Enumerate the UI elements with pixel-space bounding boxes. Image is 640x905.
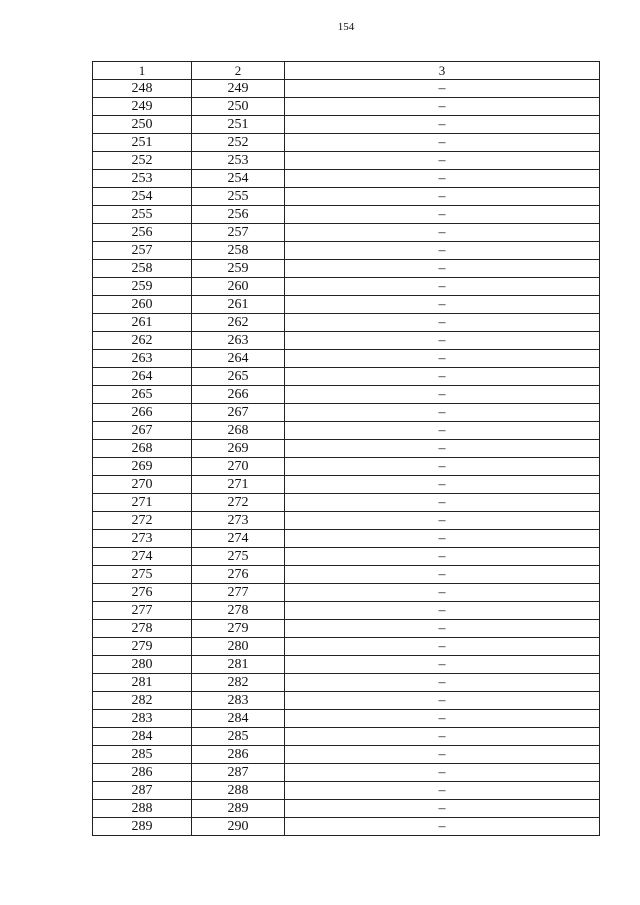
table-cell-col-1: 265: [93, 386, 192, 404]
table-row: [93, 458, 600, 476]
table-row: [93, 512, 600, 530]
table-row: [93, 602, 600, 620]
table-cell-col-1: 275: [93, 566, 192, 584]
table-row: [93, 584, 600, 602]
table-cell-col-2: 265: [192, 368, 285, 386]
table-cell-col-3: –: [285, 368, 600, 386]
table-cell-col-3: –: [285, 476, 600, 494]
table-cell-col-3: –: [285, 728, 600, 746]
table-cell-col-3: –: [285, 530, 600, 548]
table-cell-col-2: 283: [192, 692, 285, 710]
column-header-2: 2: [192, 62, 285, 80]
table-row: [93, 548, 600, 566]
table-row: [93, 764, 600, 782]
table-cell-col-3: –: [285, 224, 600, 242]
table-cell-col-2: 266: [192, 386, 285, 404]
table-cell-col-3: –: [285, 566, 600, 584]
table-row: [93, 476, 600, 494]
data-table: [92, 61, 600, 836]
table-cell-col-2: 280: [192, 638, 285, 656]
table-cell-col-1: 258: [93, 260, 192, 278]
table-cell-col-1: 252: [93, 152, 192, 170]
table-cell-col-1: 266: [93, 404, 192, 422]
table-cell-col-3: –: [285, 260, 600, 278]
table-cell-col-2: 282: [192, 674, 285, 692]
table-row: [93, 80, 600, 98]
table-row: [93, 656, 600, 674]
table-cell-col-1: 254: [93, 188, 192, 206]
table-row: [93, 710, 600, 728]
table-cell-col-1: 260: [93, 296, 192, 314]
column-header-1: 1: [93, 62, 192, 80]
table-cell-col-1: 263: [93, 350, 192, 368]
table-cell-col-3: –: [285, 278, 600, 296]
table-cell-col-1: 253: [93, 170, 192, 188]
table-cell-col-2: 252: [192, 134, 285, 152]
table-row: [93, 638, 600, 656]
table-cell-col-3: –: [285, 620, 600, 638]
table-row: [93, 620, 600, 638]
table-cell-col-2: 290: [192, 818, 285, 836]
table-cell-col-2: 274: [192, 530, 285, 548]
table-cell-col-2: 289: [192, 800, 285, 818]
column-header-3: 3: [285, 62, 600, 80]
table-cell-col-3: –: [285, 548, 600, 566]
table-cell-col-2: 264: [192, 350, 285, 368]
table-cell-col-1: 288: [93, 800, 192, 818]
table-cell-col-2: 275: [192, 548, 285, 566]
table-cell-col-1: 259: [93, 278, 192, 296]
table-cell-col-3: –: [285, 134, 600, 152]
table-row: [93, 296, 600, 314]
table-cell-col-3: –: [285, 602, 600, 620]
table-cell-col-1: 248: [93, 80, 192, 98]
table-cell-col-1: 249: [93, 98, 192, 116]
table-row: [93, 674, 600, 692]
table-cell-col-3: –: [285, 746, 600, 764]
table-cell-col-1: 276: [93, 584, 192, 602]
table-cell-col-2: 277: [192, 584, 285, 602]
table-row: [93, 440, 600, 458]
table-cell-col-3: –: [285, 116, 600, 134]
table-cell-col-1: 280: [93, 656, 192, 674]
table-cell-col-3: –: [285, 440, 600, 458]
table-cell-col-1: 257: [93, 242, 192, 260]
table-cell-col-3: –: [285, 818, 600, 836]
table-cell-col-2: 250: [192, 98, 285, 116]
table-cell-col-3: –: [285, 404, 600, 422]
table-cell-col-2: 271: [192, 476, 285, 494]
table-cell-col-3: –: [285, 512, 600, 530]
table-cell-col-2: 251: [192, 116, 285, 134]
table-cell-col-1: 267: [93, 422, 192, 440]
table-cell-col-1: 270: [93, 476, 192, 494]
table-cell-col-1: 287: [93, 782, 192, 800]
table-cell-col-1: 256: [93, 224, 192, 242]
table-row: [93, 386, 600, 404]
table-row: [93, 134, 600, 152]
table-header: [93, 62, 600, 80]
table-cell-col-3: –: [285, 494, 600, 512]
table-row: [93, 224, 600, 242]
table-cell-col-2: 257: [192, 224, 285, 242]
table-cell-col-2: 267: [192, 404, 285, 422]
table-cell-col-3: –: [285, 584, 600, 602]
table-row: [93, 800, 600, 818]
table-row: [93, 368, 600, 386]
table-cell-col-2: 259: [192, 260, 285, 278]
table-cell-col-2: 268: [192, 422, 285, 440]
table-cell-col-3: –: [285, 242, 600, 260]
table-cell-col-2: 260: [192, 278, 285, 296]
table-cell-col-1: 278: [93, 620, 192, 638]
table-cell-col-3: –: [285, 314, 600, 332]
table-cell-col-3: –: [285, 296, 600, 314]
table-cell-col-3: –: [285, 692, 600, 710]
table-cell-col-3: –: [285, 674, 600, 692]
table-row: [93, 278, 600, 296]
table-row: [93, 728, 600, 746]
table-row: [93, 692, 600, 710]
table-cell-col-3: –: [285, 386, 600, 404]
table-row: [93, 152, 600, 170]
table-row: [93, 332, 600, 350]
table-cell-col-2: 253: [192, 152, 285, 170]
table-cell-col-1: 284: [93, 728, 192, 746]
table-cell-col-1: 289: [93, 818, 192, 836]
table-cell-col-3: –: [285, 422, 600, 440]
table-row: [93, 314, 600, 332]
table-cell-col-3: –: [285, 656, 600, 674]
table-cell-col-2: 284: [192, 710, 285, 728]
table-cell-col-1: 282: [93, 692, 192, 710]
table-cell-col-2: 263: [192, 332, 285, 350]
table-cell-col-3: –: [285, 80, 600, 98]
table-row: [93, 242, 600, 260]
table-cell-col-3: –: [285, 710, 600, 728]
table-cell-col-1: 271: [93, 494, 192, 512]
table-cell-col-3: –: [285, 350, 600, 368]
table-cell-col-2: 249: [192, 80, 285, 98]
table-cell-col-2: 269: [192, 440, 285, 458]
table-body: [93, 80, 600, 836]
table-row: [93, 818, 600, 836]
table-cell-col-1: 281: [93, 674, 192, 692]
table-cell-col-1: 279: [93, 638, 192, 656]
table-cell-col-2: 278: [192, 602, 285, 620]
table-cell-col-1: 269: [93, 458, 192, 476]
table-cell-col-2: 276: [192, 566, 285, 584]
table-cell-col-1: 250: [93, 116, 192, 134]
table-cell-col-2: 256: [192, 206, 285, 224]
table-cell-col-1: 261: [93, 314, 192, 332]
table-cell-col-2: 273: [192, 512, 285, 530]
table-cell-col-3: –: [285, 206, 600, 224]
table-cell-col-3: –: [285, 458, 600, 476]
page-number: 154: [337, 21, 355, 33]
table-cell-col-2: 272: [192, 494, 285, 512]
table-cell-col-2: 285: [192, 728, 285, 746]
table-cell-col-1: 283: [93, 710, 192, 728]
table-row: [93, 746, 600, 764]
table-cell-col-1: 285: [93, 746, 192, 764]
table-cell-col-2: 254: [192, 170, 285, 188]
table-row: [93, 530, 600, 548]
table-row: [93, 260, 600, 278]
table-cell-col-2: 287: [192, 764, 285, 782]
table-row: [93, 350, 600, 368]
table-row: [93, 494, 600, 512]
table-cell-col-2: 262: [192, 314, 285, 332]
table-cell-col-3: –: [285, 782, 600, 800]
table-cell-col-1: 273: [93, 530, 192, 548]
table-row: [93, 422, 600, 440]
table-row: [93, 404, 600, 422]
table-row: [93, 98, 600, 116]
table-cell-col-1: 264: [93, 368, 192, 386]
table-cell-col-3: –: [285, 764, 600, 782]
table-cell-col-3: –: [285, 170, 600, 188]
table-row: [93, 170, 600, 188]
table-cell-col-2: 270: [192, 458, 285, 476]
table-row: [93, 206, 600, 224]
table-row: [93, 116, 600, 134]
table-cell-col-1: 272: [93, 512, 192, 530]
table-cell-col-3: –: [285, 98, 600, 116]
table-cell-col-3: –: [285, 638, 600, 656]
table-cell-col-2: 286: [192, 746, 285, 764]
table-cell-col-1: 262: [93, 332, 192, 350]
table-cell-col-1: 274: [93, 548, 192, 566]
table-cell-col-1: 251: [93, 134, 192, 152]
table-cell-col-2: 258: [192, 242, 285, 260]
table-cell-col-2: 255: [192, 188, 285, 206]
table-cell-col-2: 261: [192, 296, 285, 314]
table-row: [93, 782, 600, 800]
table-cell-col-3: –: [285, 332, 600, 350]
table-header-row: [93, 62, 600, 80]
table-cell-col-1: 268: [93, 440, 192, 458]
table-cell-col-1: 286: [93, 764, 192, 782]
table-row: [93, 188, 600, 206]
table-cell-col-1: 277: [93, 602, 192, 620]
table-cell-col-1: 255: [93, 206, 192, 224]
table-cell-col-3: –: [285, 800, 600, 818]
table-cell-col-2: 281: [192, 656, 285, 674]
table-cell-col-3: –: [285, 188, 600, 206]
table-row: [93, 566, 600, 584]
table-cell-col-2: 279: [192, 620, 285, 638]
table-cell-col-3: –: [285, 152, 600, 170]
table-cell-col-2: 288: [192, 782, 285, 800]
